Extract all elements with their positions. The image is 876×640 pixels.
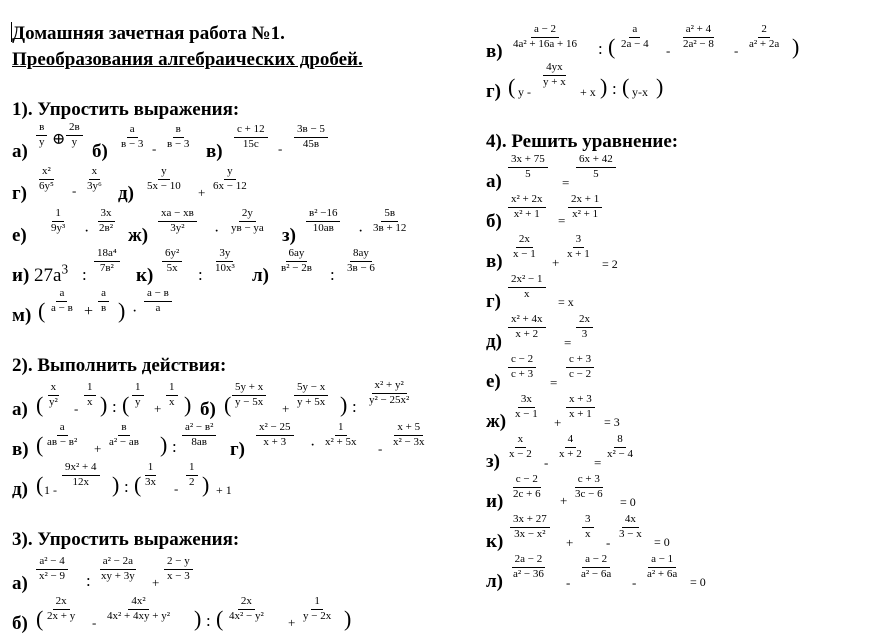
item-label: в) <box>12 439 29 460</box>
fraction: c + 12 15c <box>234 124 268 150</box>
paren: ( <box>216 606 224 631</box>
colon-sign: : <box>172 437 177 456</box>
item-label: а) <box>12 399 28 420</box>
fraction: 5y − x y + 5x <box>294 382 328 408</box>
paren: ) <box>202 472 210 497</box>
circled-plus-sign: ⊕ <box>52 131 66 148</box>
fraction: 2x 2x + y <box>47 595 76 622</box>
item-label: л) <box>252 265 269 286</box>
dot-sign: · <box>84 223 90 240</box>
plus-sign: + <box>552 255 560 270</box>
colon-sign: : <box>330 265 335 284</box>
item-label: в) <box>486 41 503 62</box>
expression-term: y - <box>518 85 531 99</box>
item-label: и) <box>486 491 504 512</box>
fraction: c + 3 c − 2 <box>566 354 594 380</box>
item-label: д) <box>118 183 134 204</box>
fraction: a a − в <box>51 287 73 314</box>
item-label: з) <box>282 225 296 246</box>
fraction: 1 9y³ <box>51 207 66 234</box>
fraction: 3 x + 1 <box>567 233 590 260</box>
colon-sign: : <box>612 79 617 98</box>
paren: ) <box>160 432 168 457</box>
fraction: 2y yв − ya <box>231 207 264 234</box>
fraction: в a² − aв <box>109 421 139 448</box>
item-label: д) <box>12 479 28 500</box>
paren: ) <box>792 34 800 59</box>
paren: ) <box>656 74 664 99</box>
plus-sign: + <box>288 615 296 630</box>
item-label: м) <box>12 305 32 326</box>
fraction: 5y + x y − 5x <box>232 382 266 408</box>
minus-sign: - <box>378 441 383 456</box>
dot-sign: · <box>310 437 316 454</box>
fraction: 3x + 27 3x − x² <box>510 514 550 540</box>
expression-term: = 3 <box>604 415 620 429</box>
fraction: 3y 10x³ <box>215 247 235 274</box>
fraction: a − в a <box>144 288 172 314</box>
dot-sign: · <box>132 303 138 320</box>
fraction: 2a − 2 a² − 36 <box>513 553 544 580</box>
fraction: c + 3 3c − 6 <box>575 473 603 500</box>
paren: ) <box>194 606 202 631</box>
paren: ( <box>36 432 44 457</box>
colon-sign: : <box>198 265 203 284</box>
item-label: б) <box>486 211 502 232</box>
fraction: xa − xв 3y² <box>158 208 197 234</box>
fraction: y 6x − 12 <box>213 165 247 192</box>
fraction: a² + 4 2a² − 8 <box>683 23 714 50</box>
fraction: x² + 2x x² + 1 <box>508 194 546 220</box>
paren: ( <box>508 74 516 99</box>
item-label: в) <box>206 141 223 162</box>
expression-term: = x <box>558 295 574 309</box>
item-label: г) <box>230 439 245 460</box>
fraction: 2x 4x² − y² <box>229 595 264 622</box>
expression-term: + x <box>580 85 596 99</box>
colon-sign: : <box>82 265 87 284</box>
fraction: 6ay в² − 2в <box>281 247 312 274</box>
item-label: е) <box>12 225 27 246</box>
fraction: 3 x <box>582 514 594 540</box>
item-label: л) <box>486 571 503 592</box>
minus-sign: - <box>92 615 97 630</box>
expression-term: = 0 <box>690 575 706 589</box>
fraction: в y <box>36 122 48 148</box>
item-label: д) <box>486 331 502 352</box>
fraction: y 5x − 10 <box>147 165 181 192</box>
plus-sign: + <box>84 303 94 320</box>
item-label: в) <box>486 251 503 272</box>
item-label: е) <box>486 371 501 392</box>
fraction: a 2a − 4 <box>621 23 649 50</box>
paren: ( <box>36 606 44 631</box>
fraction: 1 y <box>132 382 144 408</box>
paren: ( <box>36 472 44 497</box>
fraction: a² − 4 x² − 9 <box>36 556 68 582</box>
plus-sign: + <box>152 575 160 590</box>
section-4-heading: 4). Решить уравнение: <box>486 131 679 152</box>
fraction: a² − 2a xy + 3y <box>101 555 135 582</box>
fraction: a в − 3 <box>121 123 144 150</box>
paren: ( <box>38 298 46 323</box>
dot-sign: · <box>214 223 220 240</box>
fraction: x + 3 x + 1 <box>566 394 595 420</box>
item-label: ж) <box>128 225 149 246</box>
minus-sign: - <box>72 183 77 198</box>
fraction: 2x x − 1 <box>513 233 536 260</box>
plus-sign: + <box>554 415 562 430</box>
colon-sign: : <box>598 39 603 58</box>
fraction: a − 1 a² + 6a <box>647 553 678 580</box>
fraction: в в − 3 <box>167 123 190 150</box>
fraction: 4x² 4x² + 4xy + y² <box>107 595 171 622</box>
plus-sign: + <box>282 401 290 416</box>
dot-sign: · <box>358 223 364 240</box>
expression-term: = 0 <box>654 535 670 549</box>
fraction: x² 6y⁵ <box>39 165 54 192</box>
fraction: a − 2 a² − 6a <box>581 553 612 580</box>
fraction: 4yx y + x <box>543 61 566 88</box>
minus-sign: - <box>666 43 671 58</box>
expression-term: + 1 <box>216 483 232 497</box>
paren: ) <box>118 298 126 323</box>
item-label: г) <box>486 81 501 102</box>
minus-sign: - <box>278 141 283 156</box>
minus-sign: - <box>152 141 157 156</box>
fraction: a² − в² 8aв <box>182 422 216 448</box>
item-label: б) <box>12 613 28 634</box>
paren: ( <box>122 392 130 417</box>
fraction: 3x x − 1 <box>515 393 538 420</box>
colon-sign: : <box>206 611 211 630</box>
item-label: б) <box>200 399 216 420</box>
fraction: x y² <box>49 381 58 408</box>
fraction: 4 x + 2 <box>559 433 582 460</box>
minus-sign: - <box>566 575 571 590</box>
fraction: 9x² + 4 12x <box>62 462 100 488</box>
paren: ) <box>100 392 108 417</box>
equals-sign: = <box>558 213 566 228</box>
fraction: 6y² 5x <box>162 248 182 274</box>
fraction: x x − 2 <box>509 433 532 460</box>
document-title: Домашняя зачетная работа №1. <box>12 23 285 44</box>
equals-sign: = <box>564 335 572 350</box>
fraction: c − 2 2c + 6 <box>513 473 541 500</box>
fraction: c − 2 c + 3 <box>508 354 536 380</box>
fraction: в² −16 10aв <box>306 208 340 234</box>
fraction: x + 5 x² − 3x <box>393 421 425 448</box>
minus-sign: - <box>74 401 79 416</box>
expression-term: y-x <box>632 85 648 99</box>
plus-sign: + <box>566 535 574 550</box>
fraction: x 3y⁶ <box>87 165 102 192</box>
section-1-heading: 1). Упростить выражения: <box>12 99 240 120</box>
paren: ( <box>134 472 142 497</box>
paren: ) <box>600 74 608 99</box>
minus-sign: - <box>734 43 739 58</box>
fraction: 1 x <box>84 382 96 408</box>
item-label: ж) <box>486 411 507 432</box>
plus-sign: + <box>94 441 102 456</box>
item-label: г) <box>12 183 27 204</box>
fraction: a в <box>98 288 109 314</box>
colon-sign: : <box>352 397 357 416</box>
paren: ( <box>622 74 630 99</box>
item-label: и) <box>12 265 30 286</box>
item-label: к) <box>136 265 154 286</box>
plus-sign: + <box>154 401 162 416</box>
item-label: а) <box>486 171 502 192</box>
fraction: 3в − 5 45в <box>294 124 328 150</box>
fraction: x² − 25 x + 3 <box>256 422 294 448</box>
fraction: a aв − в² <box>47 421 78 448</box>
paren: ) <box>344 606 352 631</box>
equals-sign: = <box>562 175 570 190</box>
fraction: 1 x² + 5x <box>325 421 357 448</box>
fraction: 6x + 42 5 <box>576 154 616 180</box>
paren: ) <box>184 392 192 417</box>
expression-term: 1 - <box>44 483 57 497</box>
item-label: к) <box>486 531 504 552</box>
item-label: а) <box>12 573 28 594</box>
fraction: 2x 3 <box>576 314 593 340</box>
colon-sign: : <box>124 477 129 496</box>
plus-sign: + <box>560 493 568 508</box>
equals-sign: = <box>594 455 602 470</box>
fraction: 2 − y x − 3 <box>164 556 193 582</box>
fraction: x² + y² y² − 25x² <box>369 379 410 406</box>
fraction: 4x 3 − x <box>619 513 642 540</box>
fraction: x² + 4x x + 2 <box>508 314 546 340</box>
fraction: 18a⁴ 7в² <box>94 248 120 274</box>
document-subtitle: Преобразования алгебраических дробей. <box>12 49 363 70</box>
fraction: 1 2 <box>186 462 198 488</box>
colon-sign: : <box>112 397 117 416</box>
minus-sign: - <box>632 575 637 590</box>
fraction: a − 2 4a² + 16a + 16 <box>513 23 577 50</box>
fraction: 2x² − 1 x <box>508 274 546 300</box>
minus-sign: - <box>174 481 179 496</box>
fraction: 2в y <box>66 122 83 148</box>
item-label: б) <box>92 141 108 162</box>
minus-sign: - <box>544 455 549 470</box>
expression-term: = 2 <box>602 257 618 271</box>
paren: ( <box>36 392 44 417</box>
fraction: 3x + 75 5 <box>508 154 548 180</box>
paren: ) <box>112 472 120 497</box>
paren: ( <box>224 392 232 417</box>
fraction: 2 a² + 2a <box>749 23 780 50</box>
item-label: г) <box>486 291 501 312</box>
fraction: 1 y − 2x <box>303 595 332 622</box>
plus-sign: + <box>198 185 206 200</box>
fraction: 5в 3в + 12 <box>373 207 407 234</box>
paren: ) <box>340 392 348 417</box>
fraction: 1 3x <box>145 461 156 488</box>
expression-term: = 0 <box>620 495 636 509</box>
section-3-heading: 3). Упростить выражения: <box>12 529 240 550</box>
fraction: 8ay 3в − 6 <box>347 247 375 274</box>
fraction: 2x + 1 x² + 1 <box>568 194 602 220</box>
section-2-heading: 2). Выполнить действия: <box>12 355 227 376</box>
item-label: а) <box>12 141 28 162</box>
fraction: 8 x² − 4 <box>607 433 634 460</box>
minus-sign: - <box>606 535 611 550</box>
colon-sign: : <box>86 571 91 590</box>
fraction: 1 x <box>166 382 178 408</box>
expression-term: $27a^3$ <box>34 261 69 286</box>
equals-sign: = <box>550 375 558 390</box>
paren: ( <box>608 34 616 59</box>
item-label: з) <box>486 451 500 472</box>
fraction: 3x 2в² <box>99 207 113 234</box>
